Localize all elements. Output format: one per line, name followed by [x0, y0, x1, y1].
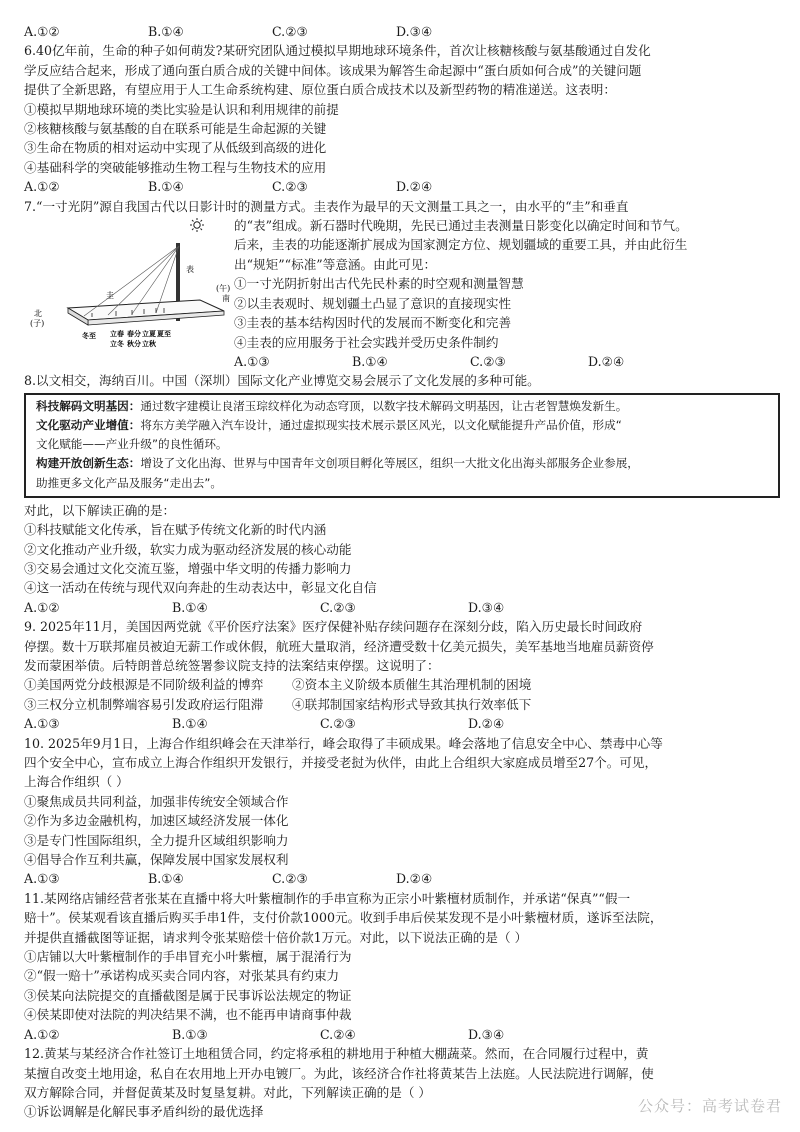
q5-option-c[interactable]: C.②③ [272, 24, 308, 39]
box-text: 文化赋能——产业升级”的良性循环。 [36, 437, 228, 452]
q10-option-b[interactable]: B.①④ [148, 871, 184, 887]
q6-stem-line: 6.40亿年前，生命的种子如何萌发?某研究团队通过模拟早期地球环境条件，首次让核糖核酸与氨基酸通过自发化 [24, 43, 651, 59]
term-label: 立秋 [142, 339, 156, 349]
q9-item: ①美国两党分歧根源是不同阶级利益的博弈 [24, 677, 264, 693]
sun-icon [190, 218, 204, 232]
q11-item: ④侯某即使对法院的判决结果不满，也不能再申请商事仲裁 [24, 1007, 352, 1023]
q11-stem-line: 并提供直播截图等证据，请求判令张某赔偿十倍价款1万元。对此，以下说法正确的是（ ） [24, 929, 528, 945]
q7-option-b[interactable]: B.①④ [352, 353, 388, 369]
term-label: 立冬 [110, 339, 124, 349]
q10-option-a[interactable]: A.①③ [24, 871, 60, 887]
q11-option-a[interactable]: A.①② [24, 1026, 60, 1042]
q9-items-row [24, 675, 780, 694]
term-label: 冬至 [82, 331, 96, 341]
south-label: 南 [222, 294, 230, 304]
q9-stem-line: 停摆。数十万联邦雇员被迫无薪工作或休假，航班大量取消，经济遭受数十亿美元损失，美军基地当地雇员薪资停 [24, 638, 654, 654]
q11-options [24, 1025, 780, 1044]
q11-item: ③侯某向法院提交的直播截图是属于民事诉讼法规定的物证 [24, 987, 352, 1003]
q7-item: ②以圭表观时、规划疆土凸显了意识的直接现实性 [234, 295, 512, 311]
q9-option-d[interactable]: D.②④ [468, 716, 505, 732]
q11-option-c[interactable]: C.②④ [320, 1026, 356, 1042]
question-6 [24, 41, 780, 196]
q10-item: ③是专门性国际组织，全力提升区域组织影响力 [24, 832, 289, 848]
term-label: 秋分 [127, 339, 141, 349]
north-label: 北 [34, 309, 42, 319]
q11-stem-line: 赔十”。侯某观看该直播后购买手串1件，支付价款1000元。收到手串后侯某发现不是小叶紫檀材质，遂诉至法院， [24, 910, 663, 926]
q9-stem-line: 9. 2025年11月，美国因两党就《平价医疗法案》医疗保健补贴存续问题存在深刻分歧，陷入历史最长时间政府 [24, 619, 643, 635]
q5-option-b[interactable]: B.①④ [148, 24, 184, 39]
q9-stem-line: 发而蒙困举债。后特朗普总统签署参议院支持的法案结束停摆。这说明了： [24, 657, 440, 673]
box-text: 通过数字建模让良渚玉琮纹样化为动态穹顶，以数字技术解码文明基因，让古老智慧焕发新生。 [140, 398, 628, 413]
q10-item: ①聚焦成员共同利益，加强非传统安全领域合作 [24, 793, 289, 809]
question-7 [24, 197, 780, 372]
q6-option-b[interactable]: B.①④ [148, 179, 184, 195]
term-label: 立春 [110, 329, 124, 339]
q9-items-row [24, 695, 780, 714]
q9-options [24, 714, 780, 733]
q12-stem-line: 双方解除合同，并督促黄某及时复垦复耕。对此，下列解读正确的是（ ） [24, 1084, 432, 1100]
watermark-text: 公众号：高考试卷君 [637, 1096, 782, 1115]
q5-option-a[interactable]: A.①② [24, 24, 60, 39]
q7-stem-line: 后来，圭表的功能逐渐扩展成为国家测定方位、规划疆域的重要工具，并由此衍生 [234, 237, 688, 253]
q10-item: ②作为多边金融机构，加速区域经济发展一体化 [24, 813, 289, 829]
box-text: 将东方美学融入汽车设计，通过虚拟现实技术展示景区风光，以文化赋能提升产品价值，形成“ [140, 417, 622, 432]
q11-stem-line: 11.某网络店铺经营者张某在直播中将大叶紫檀制作的手串宣称为正宗小叶紫檀材质制作，并承诺“保真”“假一 [24, 890, 631, 906]
term-label: 夏至 [157, 329, 171, 339]
q8-item: ①科技赋能文化传承，旨在赋予传统文化新的时代内涵 [24, 522, 327, 538]
q5-options [24, 22, 780, 41]
q7-item: ④圭表的应用服务于社会实践并受历史条件制约 [234, 334, 499, 350]
q8-lead: 对此，以下解读正确的是： [24, 502, 176, 518]
q6-option-a[interactable]: A.①② [24, 179, 60, 195]
q10-stem-line: 四个安全中心，宣布成立上海合作组织开发银行，并接受老挝为伙伴，由此上合组织大家庭成员增至27个。可见， [24, 755, 658, 771]
q8-material-box [24, 393, 780, 498]
q7-item: ①一寸光阴折射出古代先民朴素的时空观和测量智慧 [234, 276, 524, 292]
box-text: 增设了文化出海、世界与中国青年文创项目孵化等展区，组织一大批文化出海头部服务企业参展， [140, 456, 639, 471]
q10-option-c[interactable]: C.②③ [272, 871, 308, 887]
south-sub-label: (午) [216, 284, 231, 294]
q8-option-a[interactable]: A.①② [24, 599, 60, 615]
q10-stem-line: 上海合作组织（ ） [24, 774, 129, 790]
q11-item: ②“假一赔十”承诺构成买卖合同内容，对张某具有约束力 [24, 968, 340, 984]
q9-item: ④联邦制国家结构形式导致其执行效率低下 [292, 696, 532, 712]
q12-stem-line: 12.黄某与某经济合作社签订土地租赁合同，约定将承租的耕地用于种植大棚蔬菜。然而，在合同履行过程中，黄 [24, 1046, 649, 1062]
box-text: 助推更多文化产品及服务“走出去”。 [36, 475, 222, 490]
question-8 [24, 371, 780, 617]
term-label: 立夏 [142, 329, 156, 339]
q10-stem-line: 10. 2025年9月1日，上海合作组织峰会在天津举行，峰会取得了丰硕成果。峰会落地了信息安全中心、禁毒中心等 [24, 735, 663, 751]
q5-option-d[interactable]: D.③④ [396, 24, 433, 39]
q12-stem-line: 某擅自改变土地用途，私自在农用地上开办电镀厂。为此，该经济合作社将黄某告上法庭。人民法院进行调解，使 [24, 1065, 654, 1081]
box-title: 科技解码文明基因： [36, 398, 141, 413]
question-10 [24, 734, 780, 889]
q6-item: ④基础科学的突破能够推动生物工程与生物技术的应用 [24, 159, 327, 175]
q7-option-d[interactable]: D.②④ [588, 353, 625, 369]
q8-option-b[interactable]: B.①④ [172, 599, 208, 615]
question-11 [24, 889, 780, 1044]
q11-option-d[interactable]: D.③④ [468, 1026, 505, 1042]
q9-option-a[interactable]: A.①③ [24, 716, 60, 732]
q7-option-c[interactable]: C.②③ [470, 353, 506, 369]
q7-stem-line: 7.“一寸光阴”源自我国古代以日影计时的测量方式。圭表作为最早的天文测量工具之一，由水平的“圭”和垂直 [24, 198, 629, 214]
q6-stem-line: 提供了全新思路，有望应用于人工生命系统构建、原位蛋白质合成技术以及新型药物的精准递送。这表明： [24, 82, 616, 98]
q6-option-c[interactable]: C.②③ [272, 179, 308, 195]
question-9 [24, 617, 780, 733]
box-title: 文化驱动产业增值： [36, 417, 141, 432]
q6-stem-line: 学反应结合起来，形成了通向蛋白质合成的关键中间体。该成果为解答生命起源中“蛋白质如何合成”的关键问题 [24, 62, 642, 78]
q7-stem-line: 出“规矩”“标准”等意涵。由此可见： [234, 256, 437, 272]
q8-option-d[interactable]: D.③④ [468, 599, 505, 615]
q8-item: ④这一活动在传统与现代双向奔赴的生动表达中，彰显文化自信 [24, 580, 377, 596]
q6-item: ①模拟早期地球环境的类比实验是认识和利用规律的前提 [24, 101, 339, 117]
q7-options [234, 352, 780, 371]
q6-item: ③生命在物质的相对运动中实现了从低级到高级的进化 [24, 140, 327, 156]
q10-option-d[interactable]: D.②④ [396, 871, 433, 887]
q11-item: ①店铺以大叶紫檀制作的手串冒充小叶紫檀，属于混淆行为 [24, 949, 352, 965]
q10-item: ④倡导合作互利共赢，保障发展中国家发展权利 [24, 852, 289, 868]
q6-options [24, 177, 780, 196]
q10-options [24, 869, 780, 888]
gui-label: 圭 [106, 291, 114, 301]
q9-option-b[interactable]: B.①④ [172, 716, 208, 732]
term-label: 春分 [127, 329, 141, 339]
q8-item: ③交易会通过文化交流互鉴，增强中华文明的传播力影响力 [24, 560, 352, 576]
exam-page [24, 22, 780, 1122]
q6-item: ②核糖核酸与氨基酸的自在联系可能是生命起源的关键 [24, 121, 327, 137]
q9-item: ②资本主义阶级本质催生其治理机制的困境 [292, 677, 532, 693]
q12-item: ①诉讼调解是化解民事矛盾纠纷的最优选择 [24, 1104, 264, 1120]
q11-option-b[interactable]: B.①③ [172, 1026, 208, 1042]
biao-label: 表 [186, 265, 194, 275]
q9-item: ③三权分立机制弊端容易引发政府运行阻滞 [24, 696, 264, 712]
q6-option-d[interactable]: D.②④ [396, 179, 433, 195]
q8-option-c[interactable]: C.②③ [320, 599, 356, 615]
gui-biao-figure [24, 216, 234, 366]
q8-options [24, 598, 780, 617]
q7-item: ③圭表的基本结构因时代的发展而不断变化和完善 [234, 315, 512, 331]
q8-item: ②文化推动产业升级，软实力成为驱动经济发展的核心动能 [24, 541, 352, 557]
north-sub-label: (子) [30, 319, 45, 329]
q7-stem-line: 的“表”组成。新石器时代晚期，先民已通过圭表测量日影变化以确定时间和节气。 [234, 218, 688, 234]
box-title: 构建开放创新生态： [36, 456, 141, 471]
q9-option-c[interactable]: C.②③ [320, 716, 356, 732]
q7-option-a[interactable]: A.①③ [234, 353, 270, 369]
q8-stem-line: 8.以文相交，海纳百川。中国（深圳）国际文化产业博览交易会展示了文化发展的多种可能。 [24, 373, 540, 389]
